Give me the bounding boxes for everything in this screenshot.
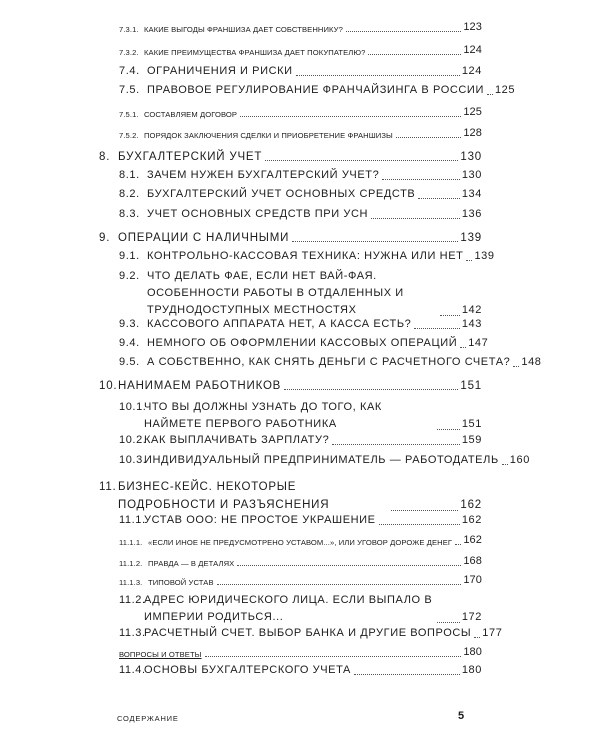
dot-leader <box>368 54 461 55</box>
toc-entry-page: 180 <box>461 664 482 676</box>
toc-entry-number: 11.1.2. <box>119 559 143 569</box>
toc-entry-number: 9.4. <box>119 337 140 349</box>
toc-entry <box>119 169 482 183</box>
toc-entry-number: 11.1.1. <box>119 538 143 548</box>
dot-leader <box>379 524 460 525</box>
toc-chapter-page: 162 <box>460 499 482 511</box>
dot-leader <box>414 328 459 329</box>
toc-chapter-page: 151 <box>460 380 482 392</box>
toc-entry-page: 160 <box>509 454 530 466</box>
toc-entry-title: ЧТО ВЫ ДОЛЖНЫ УЗНАТЬ ДО ТОГО, КАК НАЙМЕТЕ ПЕРВОГО РАБОТНИКА <box>144 401 382 430</box>
toc-entry <box>119 646 482 660</box>
toc-entry-title: БУХГАЛТЕРСКИЙ УЧЕТ ОСНОВНЫХ СРЕДСТВ <box>147 188 416 200</box>
toc-entry <box>119 337 489 351</box>
dot-leader <box>460 347 466 348</box>
toc-entry <box>119 356 542 370</box>
toc-entry-title: РАСЧЕТНЫЙ СЧЕТ. ВЫБОР БАНКА И ДРУГИЕ ВОПРОСЫ <box>144 627 472 639</box>
toc-entry-title: СОСТАВЛЯЕМ ДОГОВОР <box>144 110 238 120</box>
toc-entry-title: КАССОВОГО АППАРАТА НЕТ, А КАССА ЕСТЬ? <box>147 318 412 330</box>
toc-entry-title: ВОПРОСЫ И ОТВЕТЫ <box>119 650 202 660</box>
dot-leader <box>371 218 460 219</box>
toc-entry-page: 125 <box>463 106 482 118</box>
toc-entry-page: 142 <box>461 304 482 316</box>
toc-entry-title: ПРАВДА — В ДЕТАЛЯХ <box>148 559 235 569</box>
toc-entry-title: ЗАЧЕМ НУЖЕН БУХГАЛТЕРСКИЙ УЧЕТ? <box>147 169 380 181</box>
toc-entry-number: 9.5. <box>119 356 140 368</box>
toc-entry-number: 7.3.1. <box>119 25 139 35</box>
toc-entry-number: 9.2. <box>119 270 140 282</box>
toc-entry <box>119 592 482 626</box>
dot-leader <box>418 198 459 199</box>
toc-entry-page: 177 <box>482 627 503 639</box>
toc-entry-number: 8.2. <box>119 188 140 200</box>
toc-entry <box>119 664 482 678</box>
toc-entry-title: КАКИЕ ПРЕИМУЩЕСТВА ФРАНШИЗА ДАЕТ ПОКУПАТЕЛЮ? <box>144 48 366 58</box>
toc-entry-page: 172 <box>461 611 482 623</box>
toc-chapter-number: 10. <box>99 380 118 392</box>
toc-entry <box>119 65 482 79</box>
dot-leader <box>237 565 461 566</box>
toc-entry-number: 8.1. <box>119 169 140 181</box>
toc-chapter <box>99 150 482 164</box>
dot-leader <box>296 75 460 76</box>
toc-chapter-page: 130 <box>460 151 482 163</box>
toc-entry-title: УСТАВ ООО: НЕ ПРОСТОЕ УКРАШЕНИЕ <box>144 514 376 526</box>
dot-leader <box>466 260 472 261</box>
toc-entry-number: 11.4. <box>119 664 146 676</box>
toc-entry-title: ИНДИВИДУАЛЬНЫЙ ПРЕДПРИНИМАТЕЛЬ — РАБОТОДАТЕЛЬ <box>144 454 499 466</box>
toc-entry-title: КОНТРОЛЬНО-КАССОВАЯ ТЕХНИКА: НУЖНА ИЛИ НЕТ <box>147 250 464 262</box>
toc-entry-number: 9.1. <box>119 250 140 262</box>
dot-leader <box>284 389 458 390</box>
toc-entry-page: 136 <box>461 208 482 220</box>
toc-entry-number: 10.2. <box>119 434 147 446</box>
toc-entry <box>119 454 530 468</box>
toc-entry-page: 162 <box>461 514 482 526</box>
toc-entry <box>119 21 482 35</box>
toc-entry-page: 125 <box>494 84 516 96</box>
toc-entry-number: 11.2. <box>119 594 146 606</box>
toc-entry-page: 159 <box>461 434 482 446</box>
toc-entry <box>119 534 482 548</box>
toc-entry <box>119 574 482 588</box>
toc-entry <box>119 127 482 141</box>
toc-chapter <box>99 231 482 245</box>
toc-entry-number: 11.1.3. <box>119 578 143 588</box>
dot-leader <box>354 674 460 675</box>
toc-entry-number: 8.3. <box>119 208 140 220</box>
running-footer-section: СОДЕРЖАНИЕ <box>117 714 179 723</box>
toc-entry-number: 7.3.2. <box>119 48 139 58</box>
toc-entry-page: 170 <box>463 574 482 586</box>
dot-leader <box>474 637 480 638</box>
toc-entry-page: 143 <box>461 318 482 330</box>
toc-entry-number: 9.3. <box>119 318 140 330</box>
dot-leader <box>502 464 508 465</box>
toc-entry <box>119 555 482 569</box>
toc-entry-page: 148 <box>521 356 542 368</box>
toc-chapter-title: БИЗНЕС-КЕЙС. НЕКОТОРЫЕ ПОДРОБНОСТИ И РАЗЪЯСНЕНИЯ <box>118 481 330 511</box>
toc-entry-title: КАКИЕ ВЫГОДЫ ФРАНШИЗА ДАЕТ СОБСТВЕННИКУ? <box>144 25 343 35</box>
toc-entry-page: 151 <box>461 418 482 430</box>
toc-entry-number: 11.3. <box>119 627 146 639</box>
dot-leader <box>382 179 460 180</box>
toc-entry-title: ЧТО ДЕЛАТЬ ФАЕ, ЕСЛИ НЕТ ВАЙ-ФАЯ. ОСОБЕННОСТИ РАБОТЫ В ОТДАЛЕННЫХ И ТРУДНОДОСТУПНЫХ МЕСТНОСТЯХ <box>147 270 404 316</box>
dot-leader <box>437 429 460 430</box>
dot-leader <box>332 444 460 445</box>
toc-entry-title: НЕМНОГО ОБ ОФОРМЛЕНИИ КАССОВЫХ ОПЕРАЦИЙ <box>147 337 458 349</box>
toc-entry-page: 124 <box>463 44 482 56</box>
toc-chapter-number: 8. <box>99 151 111 163</box>
toc-entry-page: 123 <box>463 21 482 33</box>
toc-chapter-page: 139 <box>460 232 482 244</box>
toc-entry-title: КАК ВЫПЛАЧИВАТЬ ЗАРПЛАТУ? <box>144 434 330 446</box>
toc-entry-number: 10.3. <box>119 454 147 466</box>
toc-entry-page: 128 <box>463 127 482 139</box>
dot-leader <box>513 366 519 367</box>
toc-entry-page: 124 <box>461 65 482 77</box>
dot-leader <box>240 116 461 117</box>
toc-entry-number: 7.5.2. <box>119 131 139 141</box>
toc-chapter-number: 9. <box>99 232 111 244</box>
toc-entry <box>119 627 503 641</box>
toc-entry-number: 10.1. <box>119 401 147 413</box>
dot-leader <box>205 656 462 657</box>
toc-entry <box>119 84 516 98</box>
dot-leader <box>391 510 458 511</box>
toc-entry-title: «ЕСЛИ ИНОЕ НЕ ПРЕДУСМОТРЕНО УСТАВОМ...», ИЛИ УГОВОР ДОРОЖЕ ДЕНЕГ <box>148 538 453 548</box>
toc-chapter-title: ОПЕРАЦИИ С НАЛИЧНЫМИ <box>118 232 290 244</box>
dot-leader <box>487 94 493 95</box>
toc-entry-page: 139 <box>474 250 495 262</box>
page-number: 5 <box>458 710 465 722</box>
toc-entry-number: 7.5. <box>119 84 140 96</box>
toc-chapter-number: 11. <box>99 481 117 493</box>
toc-entry-page: 147 <box>468 337 489 349</box>
toc-entry <box>119 44 482 58</box>
toc-chapter <box>99 478 482 514</box>
toc-entry-page: 168 <box>463 555 482 567</box>
toc-entry <box>119 434 482 448</box>
dot-leader <box>265 160 458 161</box>
toc-entry-title: ОСНОВЫ БУХГАЛТЕРСКОГО УЧЕТА <box>144 664 351 676</box>
toc-entry <box>119 208 482 222</box>
toc-entry-title: ТИПОВОЙ УСТАВ <box>148 578 214 588</box>
toc-entry <box>119 399 482 433</box>
toc-chapter <box>99 379 482 393</box>
toc-entry-page: 162 <box>463 534 482 546</box>
toc-entry <box>119 188 482 202</box>
dot-leader <box>292 241 458 242</box>
toc-chapter-title: БУХГАЛТЕРСКИЙ УЧЕТ <box>118 151 263 163</box>
dot-leader <box>437 622 460 623</box>
toc-entry <box>119 268 482 319</box>
toc-entry-title: УЧЕТ ОСНОВНЫХ СРЕДСТВ ПРИ УСН <box>147 208 369 220</box>
toc-entry-page: 130 <box>461 169 482 181</box>
toc-entry <box>119 106 482 120</box>
dot-leader <box>217 584 462 585</box>
toc-entry-title: АДРЕС ЮРИДИЧЕСКОГО ЛИЦА. ЕСЛИ ВЫПАЛО В ИМПЕРИИ РОДИТЬСЯ... <box>144 594 433 623</box>
toc-entry-title: ОГРАНИЧЕНИЯ И РИСКИ <box>147 65 293 77</box>
toc-entry-title: А СОБСТВЕННО, КАК СНЯТЬ ДЕНЬГИ С РАСЧЕТНОГО СЧЕТА? <box>147 356 511 368</box>
dot-leader <box>455 544 461 545</box>
toc-entry <box>119 318 482 332</box>
toc-entry <box>119 514 482 528</box>
toc-entry-title: ПОРЯДОК ЗАКЛЮЧЕНИЯ СДЕЛКИ И ПРИОБРЕТЕНИЕ ФРАНШИЗЫ <box>144 131 393 141</box>
toc-entry-page: 180 <box>463 646 482 658</box>
dot-leader <box>396 137 461 138</box>
toc-entry-number: 11.1. <box>119 514 146 526</box>
toc-entry-title: ПРАВОВОЕ РЕГУЛИРОВАНИЕ ФРАНЧАЙЗИНГА В РОССИИ <box>147 84 484 96</box>
dot-leader <box>346 31 461 32</box>
toc-entry <box>119 250 495 264</box>
toc-entry-page: 134 <box>461 188 482 200</box>
toc-chapter-title: НАНИМАЕМ РАБОТНИКОВ <box>118 380 282 392</box>
toc-entry-number: 7.5.1. <box>119 110 139 120</box>
toc-entry-number: 7.4. <box>119 65 140 77</box>
dot-leader <box>440 315 460 316</box>
